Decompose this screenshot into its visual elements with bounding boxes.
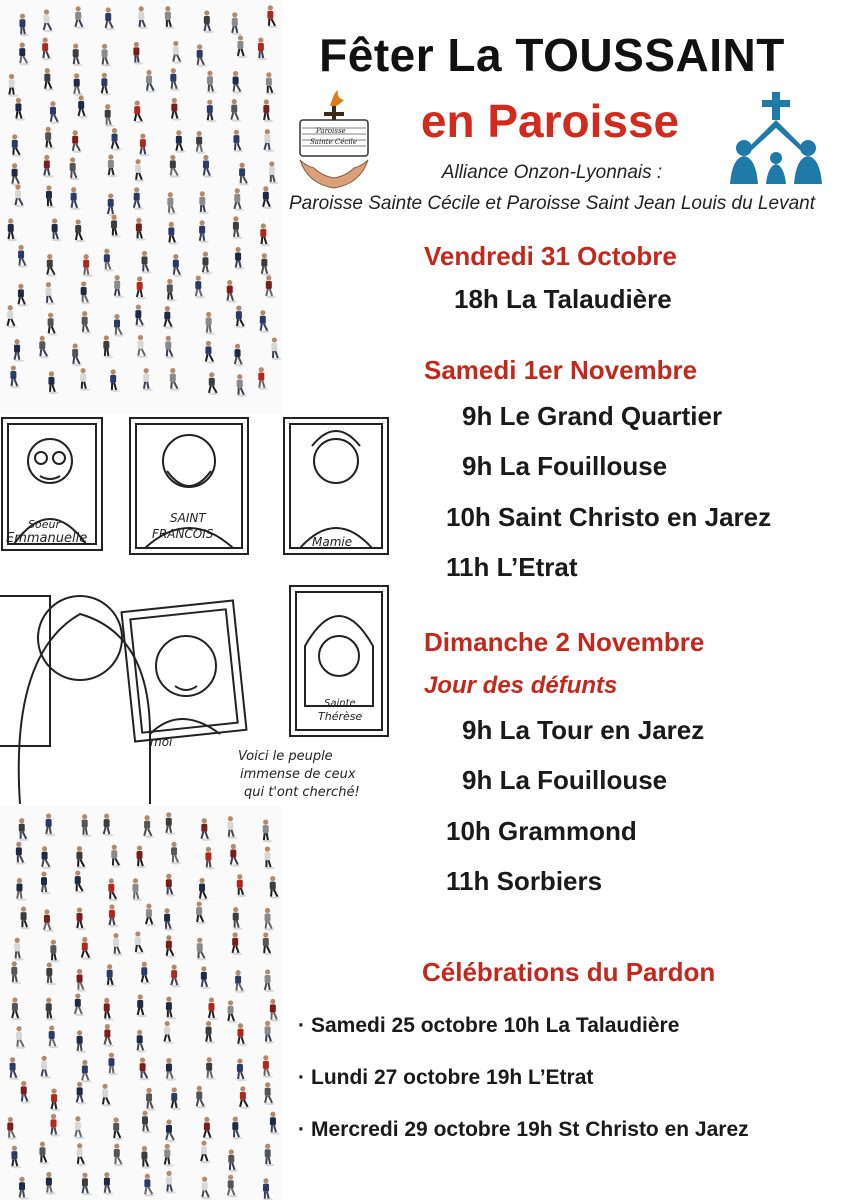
walking-person-figure <box>72 343 82 366</box>
walking-person-figure <box>137 994 147 1017</box>
walking-person-figure <box>51 1089 61 1112</box>
walking-person-figure <box>132 878 142 901</box>
walking-person-figure <box>112 128 122 151</box>
walking-person-figure <box>50 940 60 963</box>
caption-immense: immense de ceux <box>240 767 356 782</box>
walking-person-figure <box>168 222 178 245</box>
walking-person-figure <box>16 878 26 901</box>
saints-portraits-cartoon <box>0 416 390 804</box>
walking-person-figure <box>18 284 28 307</box>
walking-person-figure <box>41 871 51 894</box>
walking-person-figure <box>202 252 212 275</box>
walking-person-figure <box>264 129 274 152</box>
walking-person-figure <box>166 1171 176 1194</box>
walking-person-figure <box>265 1144 275 1167</box>
walking-person-figure <box>228 1175 238 1198</box>
walking-person-figure <box>233 907 243 930</box>
walking-person-figure <box>258 367 268 390</box>
jour-des-defunts: Jour des défunts <box>424 672 618 699</box>
walking-person-figure <box>111 845 121 868</box>
walking-person-figure <box>134 100 144 123</box>
walking-person-figure <box>143 368 153 391</box>
walking-person-figure <box>232 12 242 35</box>
walking-person-figure <box>82 311 92 334</box>
mass-item: 9h La Fouillouse <box>462 765 668 795</box>
walking-person-figure <box>46 813 56 836</box>
walking-person-figure <box>170 155 180 178</box>
walking-person-figure <box>82 814 92 837</box>
walking-person-figure <box>21 907 31 930</box>
walking-person-figure <box>109 904 119 927</box>
walking-person-figure <box>46 998 56 1021</box>
walking-person-figure <box>76 846 86 869</box>
walking-person-figure <box>105 104 115 127</box>
caption-moi: moi <box>150 735 173 749</box>
day-heading-samedi: Samedi 1er Novembre <box>424 355 698 385</box>
walking-person-figure <box>82 937 92 960</box>
walking-person-figure <box>201 1140 211 1163</box>
walking-person-figure <box>49 1025 59 1048</box>
walking-person-figure <box>50 101 60 124</box>
walking-person-figure <box>74 73 84 96</box>
walking-person-figure <box>137 276 147 299</box>
walking-person-figure <box>196 131 206 154</box>
alliance-label: Alliance Onzon-Lyonnais : <box>441 162 663 183</box>
page-title-line2: en Paroisse <box>420 95 680 147</box>
walking-person-figure <box>103 335 113 358</box>
walking-person-figure <box>46 1172 56 1195</box>
walking-person-figure <box>265 969 275 992</box>
walking-person-figure <box>234 188 244 211</box>
walking-person-figure <box>104 249 114 272</box>
walking-person-figure <box>80 368 90 391</box>
walking-person-figure <box>166 1058 176 1081</box>
walking-person-figure <box>142 1111 152 1134</box>
pardon-item-text: Lundi 27 octobre 19h L’Etrat <box>311 1066 594 1089</box>
walking-person-figure <box>199 191 209 214</box>
walking-person-figure <box>137 1030 147 1053</box>
walking-person-figure <box>264 847 274 870</box>
walking-person-figure <box>233 130 243 153</box>
walking-person-figure <box>263 99 273 122</box>
walking-person-figure <box>77 1030 87 1053</box>
walking-person-figure <box>142 251 152 274</box>
walking-person-figure <box>171 98 181 121</box>
walking-person-figure <box>170 68 180 91</box>
walking-person-figure <box>113 933 123 956</box>
mass-item: 10h Grammond <box>446 816 637 846</box>
walking-person-figure <box>72 130 82 153</box>
caption-cherche: qui t'ont cherché! <box>244 785 360 800</box>
walking-person-figure <box>209 372 219 395</box>
walking-person-figure <box>44 909 54 932</box>
walking-person-figure <box>138 335 148 358</box>
walking-person-figure <box>176 130 186 153</box>
caption-sainte: Sainte <box>324 698 356 709</box>
walking-person-figure <box>11 1146 21 1169</box>
walking-person-figure <box>19 818 29 841</box>
walking-person-figure <box>45 282 55 305</box>
caption-emmanuelle: Emmanuelle <box>6 531 88 546</box>
logo-text-paroisse: Paroisse <box>316 127 346 135</box>
walking-person-figure <box>166 1119 176 1142</box>
walking-person-figure <box>266 275 276 298</box>
walking-person-figure <box>102 44 112 67</box>
walking-person-figure <box>9 74 19 97</box>
walking-person-figure <box>46 185 56 208</box>
walking-person-figure <box>233 71 243 94</box>
walking-person-figure <box>75 219 85 242</box>
walking-person-figure <box>10 1057 20 1080</box>
walking-person-figure <box>114 314 124 337</box>
walking-person-figure <box>240 1086 250 1109</box>
walking-person-figure <box>114 1143 124 1166</box>
walking-person-figure <box>265 1082 275 1105</box>
walking-person-figure <box>75 993 85 1016</box>
caption-mamie: Mamie <box>312 535 353 549</box>
walking-person-figure <box>134 187 144 210</box>
walking-person-figure <box>12 134 22 157</box>
walking-person-figure <box>166 935 176 958</box>
walking-person-figure <box>104 1024 114 1047</box>
walking-person-figure <box>167 192 177 215</box>
pardon-item-text: Samedi 25 octobre 10h La Talaudière <box>311 1014 680 1037</box>
walking-person-figure <box>271 337 281 360</box>
walking-person-figure <box>171 1087 181 1110</box>
caption-soeur: Soeur <box>28 518 60 531</box>
walking-person-figure <box>166 996 176 1019</box>
walking-person-figure <box>258 37 268 60</box>
walking-person-figure <box>206 1057 216 1080</box>
walking-person-figure <box>263 820 273 843</box>
walking-person-figure <box>208 997 218 1020</box>
walking-person-figure <box>102 1084 112 1107</box>
walking-person-figure <box>135 159 145 182</box>
walking-person-figure <box>77 1143 87 1166</box>
walking-person-figure <box>237 1058 247 1081</box>
walking-person-figure <box>137 845 147 868</box>
walking-person-figure <box>44 155 54 178</box>
walking-person-figure <box>196 1086 206 1109</box>
flame-icon <box>330 90 344 106</box>
day-heading-dimanche: Dimanche 2 Novembre <box>424 627 705 657</box>
walking-person-figure <box>77 1082 87 1105</box>
walking-person-figure <box>75 6 85 29</box>
walking-person-figure <box>167 279 177 302</box>
walking-person-figure <box>260 310 270 333</box>
walking-person-figure <box>51 1114 61 1137</box>
walking-person-figure <box>231 99 241 122</box>
walking-person-figure <box>164 306 174 329</box>
walking-person-figure <box>135 304 145 327</box>
walking-person-figure <box>135 931 145 954</box>
walking-person-figure <box>260 223 270 246</box>
walking-person-figure <box>73 43 83 66</box>
pardon-item <box>298 1014 679 1038</box>
walking-person-figure <box>107 964 117 987</box>
walking-person-figure <box>233 216 243 239</box>
walking-person-figure <box>199 220 209 243</box>
walking-person-figure <box>21 1081 31 1104</box>
walking-person-figure <box>48 313 58 336</box>
walking-person-figure <box>82 1173 92 1196</box>
walking-person-figure <box>140 1058 150 1081</box>
walking-person-figure <box>77 969 87 992</box>
walking-person-figure <box>205 847 215 870</box>
pardon-item <box>298 1118 749 1142</box>
walking-person-figure <box>171 965 181 988</box>
walking-person-figure <box>228 1000 238 1023</box>
walking-person-figure <box>104 814 114 837</box>
walking-person-figure <box>42 37 52 60</box>
walking-person-figure <box>14 339 24 362</box>
walking-person-figure <box>70 157 80 180</box>
crowd-illustration-bottom <box>0 806 282 1200</box>
walking-person-figure <box>206 1021 216 1044</box>
walking-person-figure <box>270 999 280 1022</box>
walking-person-figure <box>207 71 217 94</box>
walking-person-figure <box>166 812 176 835</box>
walking-person-figure <box>173 41 183 64</box>
pardon-item <box>298 1066 593 1090</box>
bullet-icon: · <box>298 1014 305 1037</box>
walking-person-figure <box>204 1117 214 1140</box>
walking-person-figure <box>111 215 121 238</box>
walking-person-figure <box>173 254 183 277</box>
mass-item: 9h Le Grand Quartier <box>462 401 723 431</box>
walking-person-figure <box>108 154 118 177</box>
mass-item: 11h L’Etrat <box>446 552 578 582</box>
walking-person-figure <box>104 1172 114 1195</box>
mass-item: 18h La Talaudière <box>454 284 672 314</box>
walking-person-figure <box>45 127 55 150</box>
walking-person-figure <box>78 95 88 118</box>
walking-person-figure <box>263 932 273 955</box>
walking-person-figure <box>14 938 24 961</box>
walking-person-figure <box>10 365 20 388</box>
walking-person-figure <box>230 844 240 867</box>
walking-person-figure <box>46 962 56 985</box>
day-heading-vendredi: Vendredi 31 Octobre <box>424 241 677 271</box>
walking-person-figure <box>166 874 176 897</box>
walking-person-figure <box>77 907 87 930</box>
walking-person-figure <box>81 281 91 304</box>
crowd-illustration-top <box>0 0 282 414</box>
parishes-label: Paroisse Sainte Cécile et Paroisse Saint Jean Louis du Levant <box>289 193 815 214</box>
walking-person-figure <box>201 966 211 989</box>
walking-person-figure <box>138 6 148 29</box>
walking-person-figure <box>48 371 58 394</box>
walking-person-figure <box>227 280 237 303</box>
walking-person-figure <box>270 876 280 899</box>
walking-person-figure <box>263 1178 273 1200</box>
walking-person-figure <box>171 842 181 865</box>
walking-person-figure <box>11 961 21 984</box>
walking-person-figure <box>15 98 25 121</box>
walking-person-figure <box>165 6 175 29</box>
walking-person-figure <box>235 970 245 993</box>
walking-person-figure <box>52 218 62 241</box>
walking-person-figure <box>235 247 245 270</box>
walking-person-figure <box>232 1117 242 1140</box>
walking-person-figure <box>144 815 154 838</box>
walking-person-figure <box>140 134 150 157</box>
walking-person-figure <box>144 1174 154 1197</box>
walking-person-figure <box>12 163 22 186</box>
walking-person-figure <box>75 1116 85 1139</box>
walking-person-figure <box>75 870 85 893</box>
mass-item: 11h Sorbiers <box>446 866 603 896</box>
walking-person-figure <box>202 1177 212 1200</box>
walking-person-figure <box>228 1149 238 1172</box>
walking-person-figure <box>19 14 29 37</box>
walking-person-figure <box>206 312 216 335</box>
page-title: Fêter La TOUSSAINT <box>319 29 785 81</box>
caption-voici: Voici le peuple <box>238 749 333 764</box>
walking-person-figure <box>270 1112 280 1135</box>
walking-person-figure <box>8 218 18 241</box>
walking-person-figure <box>232 932 242 955</box>
walking-person-figure <box>141 962 151 985</box>
walking-person-figure <box>42 846 52 869</box>
walking-person-figure <box>82 1060 92 1083</box>
walking-person-figure <box>141 1146 151 1169</box>
pardon-item-text: Mercredi 29 octobre 19h St Christo en Jarez <box>311 1118 749 1141</box>
walking-person-figure <box>267 5 277 28</box>
bullet-icon: · <box>298 1066 305 1089</box>
walking-person-figure <box>19 43 29 66</box>
walking-person-figure <box>263 1055 273 1078</box>
walking-person-figure <box>269 161 279 184</box>
walking-person-figure <box>235 344 245 367</box>
walking-person-figure <box>197 44 207 67</box>
walking-person-figure <box>227 816 237 839</box>
walking-person-figure <box>7 1117 17 1140</box>
walking-person-figure <box>195 276 205 299</box>
walking-person-figure <box>236 306 246 329</box>
walking-person-figure <box>196 901 206 924</box>
walking-person-figure <box>113 1117 123 1140</box>
walking-person-figure <box>83 254 93 277</box>
walking-person-figure <box>170 368 180 391</box>
walking-person-figure <box>39 336 49 359</box>
walking-person-figure <box>266 72 276 95</box>
walking-person-figure <box>146 904 156 927</box>
walking-person-figure <box>114 275 124 298</box>
walking-person-figure <box>110 369 120 392</box>
walking-person-figure <box>44 68 54 91</box>
walking-person-figure <box>104 998 114 1021</box>
walking-person-figure <box>16 1026 26 1049</box>
mass-item: 9h La Tour en Jarez <box>462 715 705 745</box>
walking-person-figure <box>204 10 214 33</box>
walking-person-figure <box>15 185 25 208</box>
walking-person-figure <box>239 163 249 186</box>
walking-person-figure <box>265 908 275 931</box>
walking-person-figure <box>164 1144 174 1167</box>
walking-person-figure <box>47 254 57 277</box>
walking-person-figure <box>199 878 209 901</box>
walking-person-figure <box>108 193 118 216</box>
walking-person-figure <box>16 842 26 865</box>
walking-person-figure <box>136 218 146 241</box>
walking-person-figure <box>237 874 247 897</box>
pardon-heading: Célébrations du Pardon <box>422 957 716 987</box>
walking-person-figure <box>146 1088 156 1111</box>
walking-person-figure <box>237 1023 247 1046</box>
walking-person-figure <box>261 253 271 276</box>
walking-person-figure <box>165 336 175 359</box>
walking-person-figure <box>105 7 115 30</box>
walking-person-figure <box>146 70 156 93</box>
walking-person-figure <box>203 155 213 178</box>
walking-person-figure <box>19 1177 29 1200</box>
mass-item: 9h La Fouillouse <box>462 451 668 481</box>
walking-person-figure <box>108 1053 118 1076</box>
walking-person-figure <box>265 1021 275 1044</box>
walking-person-figure <box>108 878 118 901</box>
mass-item: 10h Saint Christo en Jarez <box>446 502 772 532</box>
walking-person-figure <box>71 187 81 210</box>
walking-person-figure <box>7 305 17 328</box>
walking-person-figure <box>205 341 215 364</box>
walking-person-figure <box>237 374 247 397</box>
walking-person-figure <box>197 938 207 961</box>
walking-person-figure <box>39 1142 49 1165</box>
walking-person-figure <box>41 1056 51 1079</box>
walking-person-figure <box>133 42 143 65</box>
caption-therese: Thérèse <box>318 710 363 723</box>
walking-person-figure <box>263 186 273 209</box>
walking-person-figure <box>201 818 211 841</box>
walking-person-figure <box>207 100 217 123</box>
caption-saint: SAINT <box>170 511 206 525</box>
logo-text-sainte-cecile: Sainte Cécile <box>310 138 357 146</box>
walking-person-figure <box>18 245 28 268</box>
walking-person-figure <box>237 35 247 58</box>
walking-person-figure <box>12 997 22 1020</box>
walking-person-figure <box>164 908 174 931</box>
caption-francois: FRANCOIS <box>152 527 214 541</box>
walking-person-figure <box>164 1021 174 1044</box>
walking-person-figure <box>101 73 111 96</box>
walking-person-figure <box>44 9 54 32</box>
bullet-icon: · <box>298 1118 305 1141</box>
